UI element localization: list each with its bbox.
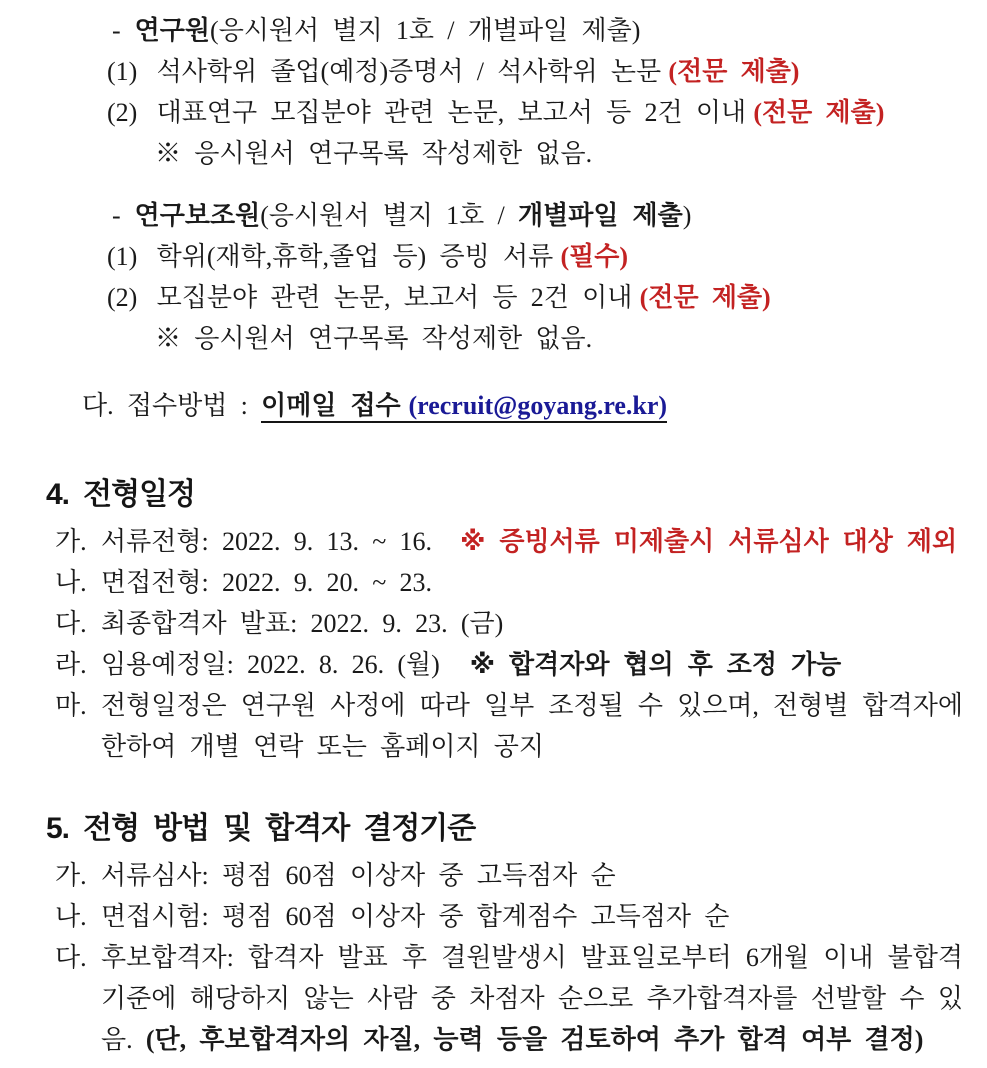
waitlist-condition-note: (단, 후보합격자의 자질, 능력 등을 검토하여 추가 합격 여부 결정) [145, 1025, 924, 1054]
schedule-item-appointment-date [55, 644, 963, 685]
item-number: (2) [107, 98, 138, 127]
item-content [101, 521, 963, 562]
assistant-item-2 [0, 277, 963, 318]
schedule-item-interview [55, 562, 963, 603]
item-content: 최종합격자 발표: 2022. 9. 23. (금) [101, 609, 504, 638]
item-content [101, 937, 963, 1060]
item-label: 나. [55, 568, 87, 597]
item-text: 석사학위 졸업(예정)증명서 / 석사학위 논문 [156, 57, 662, 86]
item-number: (1) [107, 57, 138, 86]
full-text-required-tag: (전문 제출) [753, 98, 885, 127]
reception-method-group [261, 391, 667, 423]
schedule-item-change-notice [55, 685, 963, 767]
item-number: (1) [107, 242, 138, 271]
adjustable-note: ※ 합격자와 협의 후 조정 가능 [469, 649, 842, 679]
item-content: 전형일정은 연구원 사정에 따라 일부 조정될 수 있으며, 전형별 합격자에 한하여 개별 연락 또는 홈페이지 공지 [101, 691, 963, 761]
researcher-title-paren: (응시원서 별지 1호 / 개별파일 제출) [210, 16, 641, 45]
assistant-title-line [0, 195, 963, 236]
criteria-item-waitlist [55, 937, 963, 1060]
item-content: 면접시험: 평점 60점 이상자 중 합계점수 고득점자 순 [101, 902, 730, 931]
full-text-required-tag: (전문 제출) [668, 57, 800, 86]
missing-docs-warning: ※ 증빙서류 미제출시 서류심사 대상 제외 [460, 526, 958, 556]
schedule-item-final-announcement [55, 603, 963, 644]
dash-bullet: - [112, 16, 121, 45]
researcher-item-2 [0, 92, 963, 133]
researcher-block [0, 10, 963, 174]
section5-heading: 5. 전형 방법 및 합격자 결정기준 [46, 812, 476, 845]
assistant-item-1 [0, 236, 963, 277]
assistant-title-paren-bold: 개별파일 제출 [518, 200, 683, 230]
criteria-item-interview-exam [55, 896, 963, 937]
assistant-note: ※ 응시원서 연구목록 작성제한 없음. [155, 324, 593, 353]
section5-items [0, 855, 963, 1060]
item-content: 면접전형: 2022. 9. 20. ~ 23. [101, 568, 433, 597]
researcher-note: ※ 응시원서 연구목록 작성제한 없음. [155, 139, 593, 168]
item-label: 가. [55, 861, 87, 890]
assistant-title: 연구보조원 [134, 200, 261, 230]
required-tag: (필수) [560, 242, 629, 271]
criteria-item-document-review [55, 855, 963, 896]
item-content: 서류심사: 평점 60점 이상자 중 고득점자 순 [101, 861, 616, 890]
item-label: 라. [55, 650, 87, 679]
reception-prefix: 접수방법 : [126, 391, 248, 420]
assistant-block [0, 195, 963, 359]
section4-items [0, 521, 963, 767]
item-content [101, 644, 963, 685]
item-label: 다. [55, 943, 87, 972]
item-number: (2) [107, 283, 138, 312]
item-label: 마. [55, 691, 87, 720]
researcher-item-1 [0, 51, 963, 92]
dash-bullet: - [112, 201, 121, 230]
item-text: 서류전형: 2022. 9. 13. ~ 16. [101, 527, 433, 556]
assistant-title-paren-close: ) [682, 201, 692, 230]
item-text: 임용예정일: 2022. 8. 26. (월) [101, 650, 440, 679]
reception-method: 이메일 접수 [261, 390, 401, 420]
section4-heading: 4. 전형일정 [46, 478, 196, 511]
item-text: 학위(재학,휴학,졸업 등) 증빙 서류 [156, 242, 554, 271]
item-label: 나. [55, 902, 87, 931]
reception-label: 다. [82, 391, 114, 420]
researcher-title-line [0, 10, 963, 51]
item-text: 모집분야 관련 논문, 보고서 등 2건 이내 [156, 283, 633, 312]
full-text-required-tag: (전문 제출) [639, 283, 771, 312]
email-link[interactable]: (recruit@goyang.re.kr) [408, 391, 668, 420]
item-text: 후보합격자: 합격자 발표 후 결원발생시 발표일로부터 6개월 이내 불합격 기준에 해당하지 않는 사람 중 차점자 순으로 추가합격자를 선발할 수 있음. [101, 943, 963, 1054]
item-label: 가. [55, 527, 87, 556]
item-text: 대표연구 모집분야 관련 논문, 보고서 등 2건 이내 [156, 98, 747, 127]
item-label: 다. [55, 609, 87, 638]
researcher-title: 연구원 [134, 15, 211, 45]
schedule-item-document-screening [55, 521, 963, 562]
reception-line [0, 385, 963, 426]
assistant-title-paren-pre: (응시원서 별지 1호 / [260, 201, 505, 230]
